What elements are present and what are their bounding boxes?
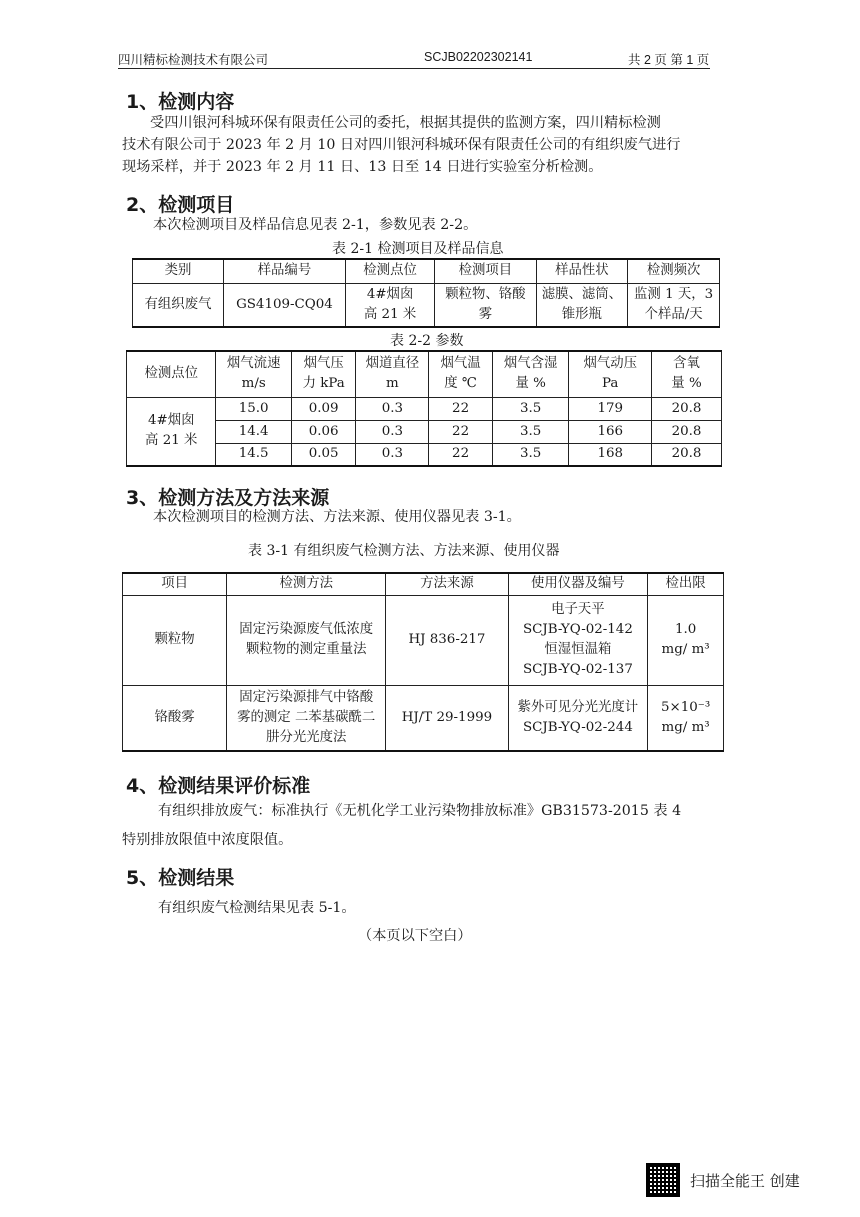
table31-limit-unit: mg/ m³: [661, 719, 710, 735]
table21-frequency: [628, 283, 720, 327]
qr-code-icon: [646, 1163, 680, 1197]
table-3-1: [122, 572, 724, 752]
table22-cell: 0.3: [356, 397, 429, 420]
table-2-2: [126, 350, 722, 467]
table21-item-line1: 颗粒物、铬酸: [445, 286, 526, 302]
table21-header: 样品性状: [536, 259, 628, 283]
table22-header-dynamic-pressure-line1: 烟气动压: [583, 356, 637, 372]
table31-instrument-line2: SCJB-YQ-02-142: [522, 622, 633, 637]
table31-header: 检出限: [648, 573, 724, 595]
table22-header-pressure-line1: 烟气压: [303, 356, 344, 372]
table21-header: 检测点位: [345, 259, 434, 283]
table22-header-flow-line1: 烟气流速: [226, 356, 281, 372]
table31-limit-value: 1.0: [674, 622, 697, 637]
table22-point-line1: 4#烟囱: [147, 413, 195, 429]
table21-sample-no: GS4109-CQ04: [224, 283, 346, 327]
table22-header-oxygen-line1: 含氧: [673, 356, 700, 372]
table22-header-humidity-line2: 量 %: [515, 376, 546, 392]
table31-item: 铬酸雾: [123, 685, 227, 751]
table22-cell: 14.4: [216, 420, 292, 443]
table22-header-humidity-line1: 烟气含湿: [503, 356, 558, 372]
section2-intro: 本次检测项目及样品信息见表 2-1，参数见表 2-2。: [153, 217, 478, 233]
table31-instrument-line2: SCJB-YQ-02-244: [522, 719, 633, 735]
table21-item-line2: 雾: [478, 306, 493, 322]
table31-item: 颗粒物: [123, 595, 227, 685]
section4-line1: 有组织排放废气：标准执行《无机化学工业污染物排放标准》GB31573-2015 表 4: [158, 803, 682, 819]
table21-item: [435, 283, 536, 327]
section3-title: 3、检测方法及方法来源: [126, 487, 330, 509]
table22-header-point: 检测点位: [127, 351, 216, 397]
table21-header: 样品编号: [224, 259, 346, 283]
table31-limit: [648, 685, 724, 751]
section5-title: 5、检测结果: [126, 867, 235, 889]
table31-method-line1: 固定污染源废气低浓度: [239, 622, 374, 637]
table22-header-pressure: [291, 351, 355, 397]
table22-cell: 179: [569, 397, 652, 420]
table22-cell: 3.5: [492, 420, 569, 443]
table21-point-line1: 4#烟囱: [366, 286, 414, 302]
table22-header-dynamic-pressure: [569, 351, 652, 397]
section1-line1: 受四川银河科城环保有限责任公司的委托，根据其提供的监测方案，四川精标检测: [150, 115, 661, 131]
header-company: 四川精标检测技术有限公司: [118, 53, 269, 67]
table21-category: 有组织废气: [133, 283, 224, 327]
section1-title: 1、检测内容: [126, 91, 235, 113]
table31-method-line2: 颗粒物的测定重量法: [245, 642, 367, 657]
table21-header: 检测项目: [435, 259, 536, 283]
section1-line2: 技术有限公司于 2023 年 2 月 10 日对四川银河科城环保有限责任公司的有组织废气进行: [122, 137, 681, 153]
section2-title: 2、检测项目: [126, 194, 235, 216]
table31-method: [227, 685, 386, 751]
table31-limit-value: 5×10⁻³: [660, 699, 711, 715]
table31-method-line2: 雾的测定 二苯基碳酰二: [237, 709, 376, 725]
table31-instrument-line3: 恒湿恒温箱: [544, 642, 612, 657]
table31-instrument-line1: 紫外可见分光光度计: [517, 699, 639, 715]
section4-line2: 特别排放限值中浓度限值。: [122, 832, 293, 848]
table22-cell: 3.5: [492, 397, 569, 420]
table22-cell: 20.8: [651, 443, 721, 466]
table22-header-flow-line2: m/s: [241, 376, 266, 392]
table22-cell: 22: [429, 443, 492, 466]
table31-limit-unit: mg/ m³: [661, 642, 710, 657]
table31-method-line1: 固定污染源排气中铬酸: [239, 689, 374, 705]
table31-instrument-line4: SCJB-YQ-02-137: [522, 662, 633, 677]
table22-cell: 20.8: [651, 397, 721, 420]
table31-header: 项目: [123, 573, 227, 595]
table21-point-line2: 高 21 米: [363, 306, 417, 322]
table22-header-diameter-line2: m: [386, 376, 399, 392]
header-divider: [118, 68, 710, 69]
table22-header-humidity: [492, 351, 569, 397]
table21-nature-line2: 锥形瓶: [561, 306, 602, 322]
table22-header-temperature-line1: 烟气温: [440, 356, 481, 372]
header-report-number: SCJB02202302141: [424, 50, 533, 64]
table22-header-diameter-line1: 烟道直径: [365, 356, 420, 372]
table31-caption: 表 3-1 有组织废气检测方法、方法来源、使用仪器: [248, 543, 560, 559]
table31-method-line3: 肼分光光度法: [266, 729, 347, 745]
table31-limit: [648, 595, 724, 685]
table22-cell: 15.0: [216, 397, 292, 420]
table22-header-oxygen-line2: 量 %: [671, 376, 702, 392]
table22-header-pressure-line2: 力 kPa: [302, 376, 345, 392]
table22-point: [127, 397, 216, 466]
table22-cell: 20.8: [651, 420, 721, 443]
table31-instruments: [508, 685, 648, 751]
table22-cell: 0.09: [291, 397, 355, 420]
header-page-info: 共 2 页 第 1 页: [628, 53, 710, 67]
section3-intro: 本次检测项目的检测方法、方法来源、使用仪器见表 3-1。: [153, 509, 521, 525]
table31-source: HJ 836-217: [386, 595, 508, 685]
table21-nature-line1: 滤膜、滤筒、: [541, 286, 623, 302]
table21-nature: [536, 283, 628, 327]
table21-frequency-line1: 监测 1 天，3: [634, 286, 714, 302]
table22-cell: 22: [429, 420, 492, 443]
table31-header: 检测方法: [227, 573, 386, 595]
table21-frequency-line2: 个样品/天: [644, 306, 703, 322]
table22-header-dynamic-pressure-line2: Pa: [602, 376, 619, 392]
table22-point-line2: 高 21 米: [145, 433, 198, 449]
table22-caption: 表 2-2 参数: [390, 333, 464, 349]
table31-header: 使用仪器及编号: [508, 573, 648, 595]
table22-cell: 0.06: [291, 420, 355, 443]
section1-line3: 现场采样，并于 2023 年 2 月 11 日、13 日至 14 日进行实验室分析检测。: [122, 159, 603, 175]
table22-header-temperature-line2: 度 ℃: [444, 376, 477, 392]
table31-instruments: [508, 595, 648, 685]
table-2-1: [132, 258, 720, 328]
section5-intro: 有组织废气检测结果见表 5-1。: [158, 900, 356, 916]
table22-header-oxygen: [651, 351, 721, 397]
section4-title: 4、检测结果评价标准: [126, 775, 311, 797]
table22-header-flow: [216, 351, 292, 397]
table21-caption: 表 2-1 检测项目及样品信息: [332, 241, 504, 257]
table31-method: [227, 595, 386, 685]
table22-cell: 168: [569, 443, 652, 466]
table22-cell: 0.3: [356, 420, 429, 443]
table31-source: HJ/T 29-1999: [386, 685, 508, 751]
table22-cell: 166: [569, 420, 652, 443]
table31-header: 方法来源: [386, 573, 508, 595]
scanner-watermark: 扫描全能王 创建: [690, 1172, 800, 1190]
table22-cell: 14.5: [216, 443, 292, 466]
table22-cell: 0.3: [356, 443, 429, 466]
table22-cell: 22: [429, 397, 492, 420]
table22-header-temperature: [429, 351, 492, 397]
blank-note: （本页以下空白）: [358, 928, 472, 944]
table21-point: [345, 283, 434, 327]
table22-cell: 0.05: [291, 443, 355, 466]
table21-header: 类别: [133, 259, 224, 283]
table31-instrument-line1: 电子天平: [551, 602, 605, 617]
table22-header-diameter: [356, 351, 429, 397]
table21-header: 检测频次: [628, 259, 720, 283]
table22-cell: 3.5: [492, 443, 569, 466]
